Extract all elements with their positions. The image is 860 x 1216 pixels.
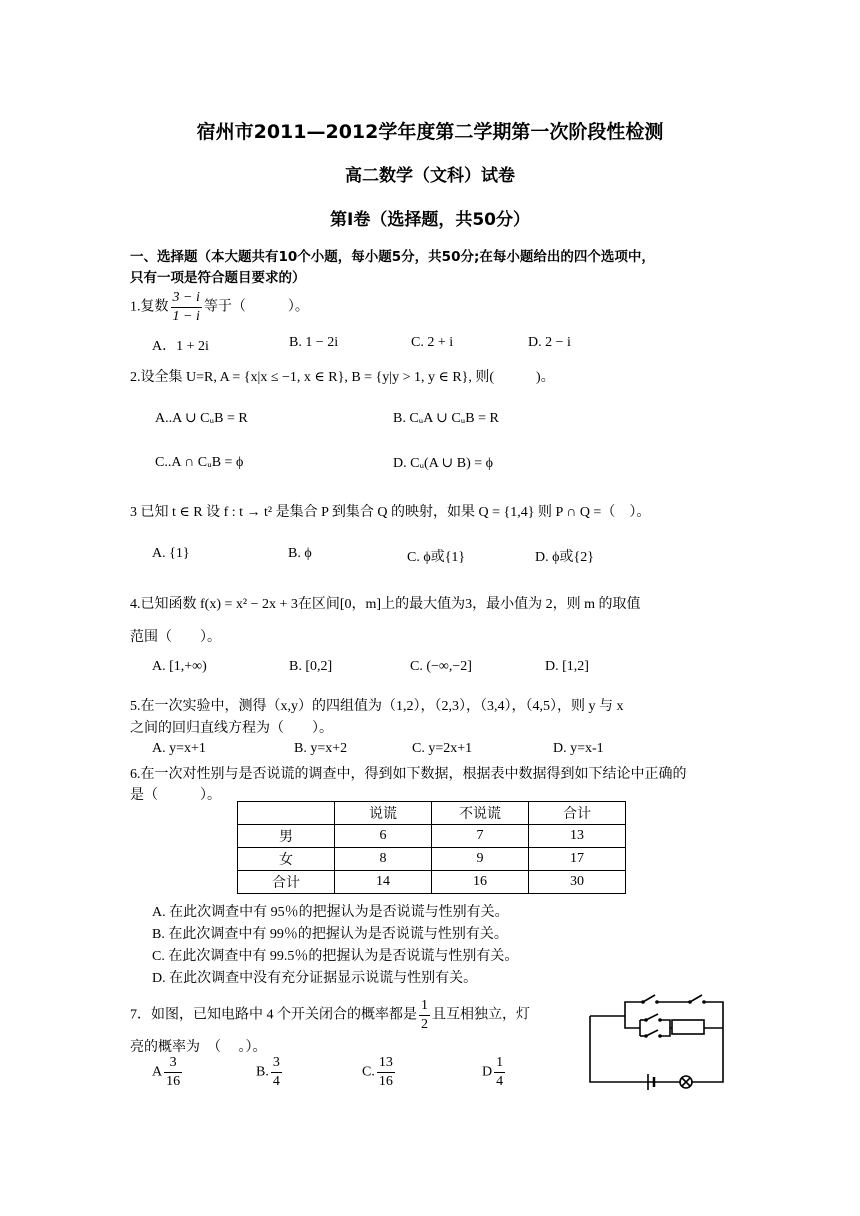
q1-option-b: B. 1 − 2i xyxy=(289,335,339,350)
q5-stem: 5.在一次实验中，测得（x,y）的四组值为（1,2），（2,3），（3,4），（4,5），则 y 与 x xyxy=(130,699,624,714)
q4-option-a: A. [1,+∞) xyxy=(152,659,207,674)
q1-prefix: 1.复数 xyxy=(130,299,169,315)
table-cell: 14 xyxy=(335,871,432,894)
q1-fraction xyxy=(171,291,202,324)
switch-contact xyxy=(658,1018,662,1022)
table-cell: 17 xyxy=(529,848,626,871)
table-cell: 7 xyxy=(432,825,529,848)
frac-num: 3 xyxy=(164,1056,182,1073)
q6-stem2: 是（ ）。 xyxy=(130,788,221,803)
table-header-cell: 不说谎 xyxy=(432,802,529,825)
exam-title: 宿州市2011—2012学年度第二学期第一次阶段性检测 xyxy=(196,121,664,143)
table-header-cell: 说谎 xyxy=(335,802,432,825)
q4-option-b: B. [0,2] xyxy=(289,659,333,674)
frac-num: 3 xyxy=(271,1056,282,1073)
q6-option-d: D. 在此次调查中没有充分证据显示说谎与性别有关。 xyxy=(152,971,478,986)
q7-option-c xyxy=(362,1056,397,1089)
q3-option-d: D. ϕ或{2} xyxy=(535,550,594,565)
table-cell: 女 xyxy=(238,848,335,871)
q1-suffix: 等于（ ）。 xyxy=(203,299,309,315)
q1-frac-num: 3 − i xyxy=(171,291,202,308)
switch-2-icon xyxy=(690,995,702,1002)
section-heading-line2: 只有一项是符合题目要求的） xyxy=(130,270,306,286)
q1-stem xyxy=(130,291,309,324)
switch-contact xyxy=(702,1000,706,1004)
q6-option-b: B. 在此次调查中有 99％的把握认为是否说谎与性别有关。 xyxy=(152,927,508,942)
switch-4-icon xyxy=(646,1030,658,1036)
circuit-top-wire xyxy=(625,1002,643,1016)
q2-option-d: D. Cᵤ(A ∪ B) = ϕ xyxy=(393,456,494,471)
switch-3-icon xyxy=(646,1014,658,1020)
resistor-icon xyxy=(672,1020,704,1034)
switch-contact xyxy=(644,1034,648,1038)
q6-stem: 6.在一次对性别与是否说谎的调查中，得到如下数据，根据表中数据得到如下结论中正确的 xyxy=(130,767,687,782)
frac-num: 1 xyxy=(494,1056,505,1073)
q5-option-c: C. y=2x+1 xyxy=(412,741,473,756)
q3-option-c: C. ϕ或{1} xyxy=(407,550,466,565)
q7-option-d-label: D xyxy=(482,1064,493,1080)
q5-option-a: A. y=x+1 xyxy=(152,741,206,756)
exam-subtitle: 高二数学（文科）试卷 xyxy=(345,166,515,186)
table-cell: 9 xyxy=(432,848,529,871)
circuit-top-wire-right xyxy=(704,1002,723,1016)
q1-frac-den: 1 − i xyxy=(172,309,200,324)
frac-den: 4 xyxy=(496,1074,504,1089)
q2-option-a: A..A ∪ CᵤB = R xyxy=(155,411,248,426)
q7-option-d xyxy=(482,1056,507,1089)
table-cell: 13 xyxy=(529,825,626,848)
q7-stem xyxy=(130,999,530,1032)
table-cell: 8 xyxy=(335,848,432,871)
table-cell: 6 xyxy=(335,825,432,848)
table-row xyxy=(238,825,626,848)
table-row xyxy=(238,848,626,871)
q7-option-b xyxy=(256,1056,284,1089)
table-header-cell xyxy=(238,802,335,825)
switch-contact xyxy=(644,1018,648,1022)
q7-frac-den: 2 xyxy=(421,1017,428,1032)
table-row xyxy=(238,871,626,894)
q4-option-d: D. [1,2] xyxy=(545,659,589,674)
q2-option-c: C..A ∩ CᵤB = ϕ xyxy=(155,455,244,470)
q7-stem-b: 且互相独立，灯 xyxy=(432,1007,530,1023)
q2-stem: 2.设全集 U=R, A = {x|x ≤ −1, x ∈ R}, B = {y|y > 1, y ∈ R}, 则( )。 xyxy=(130,370,555,385)
q2-option-b: B. CᵤA ∪ CᵤB = R xyxy=(393,411,499,426)
q7-option-c-frac xyxy=(377,1056,395,1089)
q7-option-b-frac xyxy=(271,1056,282,1089)
table-cell: 30 xyxy=(529,871,626,894)
q4-stem2: 范围（ ）。 xyxy=(130,630,221,645)
frac-den: 4 xyxy=(272,1074,280,1089)
switch-contact xyxy=(688,1000,692,1004)
q3-option-b: B. ϕ xyxy=(288,546,312,561)
q7-option-b-label: B. xyxy=(256,1064,269,1080)
frac-num: 13 xyxy=(377,1056,395,1073)
table-header-cell: 合计 xyxy=(529,802,626,825)
switch-1-icon xyxy=(643,995,655,1002)
q6-option-a: A. 在此次调查中有 95％的把握认为是否说谎与性别有关。 xyxy=(152,905,509,920)
survey-table xyxy=(237,801,626,894)
q7-fraction xyxy=(419,999,430,1032)
q5-stem2: 之间的回归直线方程为（ ）。 xyxy=(130,721,333,736)
circuit-outer-wire xyxy=(590,1016,723,1082)
switch-contact xyxy=(655,1000,659,1004)
q4-stem: 4.已知函数 f(x) = x² − 2x + 3在区间[0，m]上的最大值为3，最小值为 2，则 m 的取值 xyxy=(130,597,641,612)
q5-option-d: D. y=x-1 xyxy=(553,741,604,756)
q7-stem-a: 7．如图，已知电路中 4 个开关闭合的概率都是 xyxy=(130,1007,417,1023)
frac-den: 16 xyxy=(166,1074,181,1089)
q7-option-d-frac xyxy=(494,1056,505,1089)
part-title: 第Ⅰ卷（选择题，共50分） xyxy=(330,210,530,230)
table-header-row xyxy=(238,802,626,825)
q6-option-c: C. 在此次调查中有 99.5％的把握认为是否说谎与性别有关。 xyxy=(152,949,519,964)
q7-option-a-label: A xyxy=(152,1064,163,1080)
q7-frac-num: 1 xyxy=(419,999,430,1016)
circuit-diagram xyxy=(580,992,740,1092)
q1-option-c: C. 2 + i xyxy=(411,335,454,350)
table-cell: 合计 xyxy=(238,871,335,894)
q7-stem2: 亮的概率为 （ 。）。 xyxy=(130,1040,267,1055)
circuit-lower-join xyxy=(660,1020,670,1036)
q1-option-a: A．1 + 2i xyxy=(152,339,209,354)
q3-stem: 3 已知 t ∈ R 设 f : t → t² 是集合 P 到集合 Q 的映射，如果 Q = {1,4} 则 P ∩ Q =（ ）。 xyxy=(130,505,651,520)
table-cell: 16 xyxy=(432,871,529,894)
q3-option-a: A. {1} xyxy=(152,546,190,561)
q7-option-c-label: C. xyxy=(362,1064,375,1080)
table-cell: 男 xyxy=(238,825,335,848)
q5-option-b: B. y=x+2 xyxy=(294,741,348,756)
switch-contact xyxy=(658,1034,662,1038)
q4-option-c: C. (−∞,−2] xyxy=(410,659,472,674)
switch-contact xyxy=(641,1000,645,1004)
circuit-lower-wire xyxy=(625,1016,640,1028)
frac-den: 16 xyxy=(378,1074,393,1089)
q7-option-a-frac xyxy=(164,1056,182,1089)
q7-option-a xyxy=(152,1056,184,1089)
section-heading-line1: 一、选择题（本大题共有10个小题，每小题5分，共50分;在每小题给出的四个选项中， xyxy=(130,249,655,265)
q1-option-d: D. 2 − i xyxy=(528,335,571,350)
